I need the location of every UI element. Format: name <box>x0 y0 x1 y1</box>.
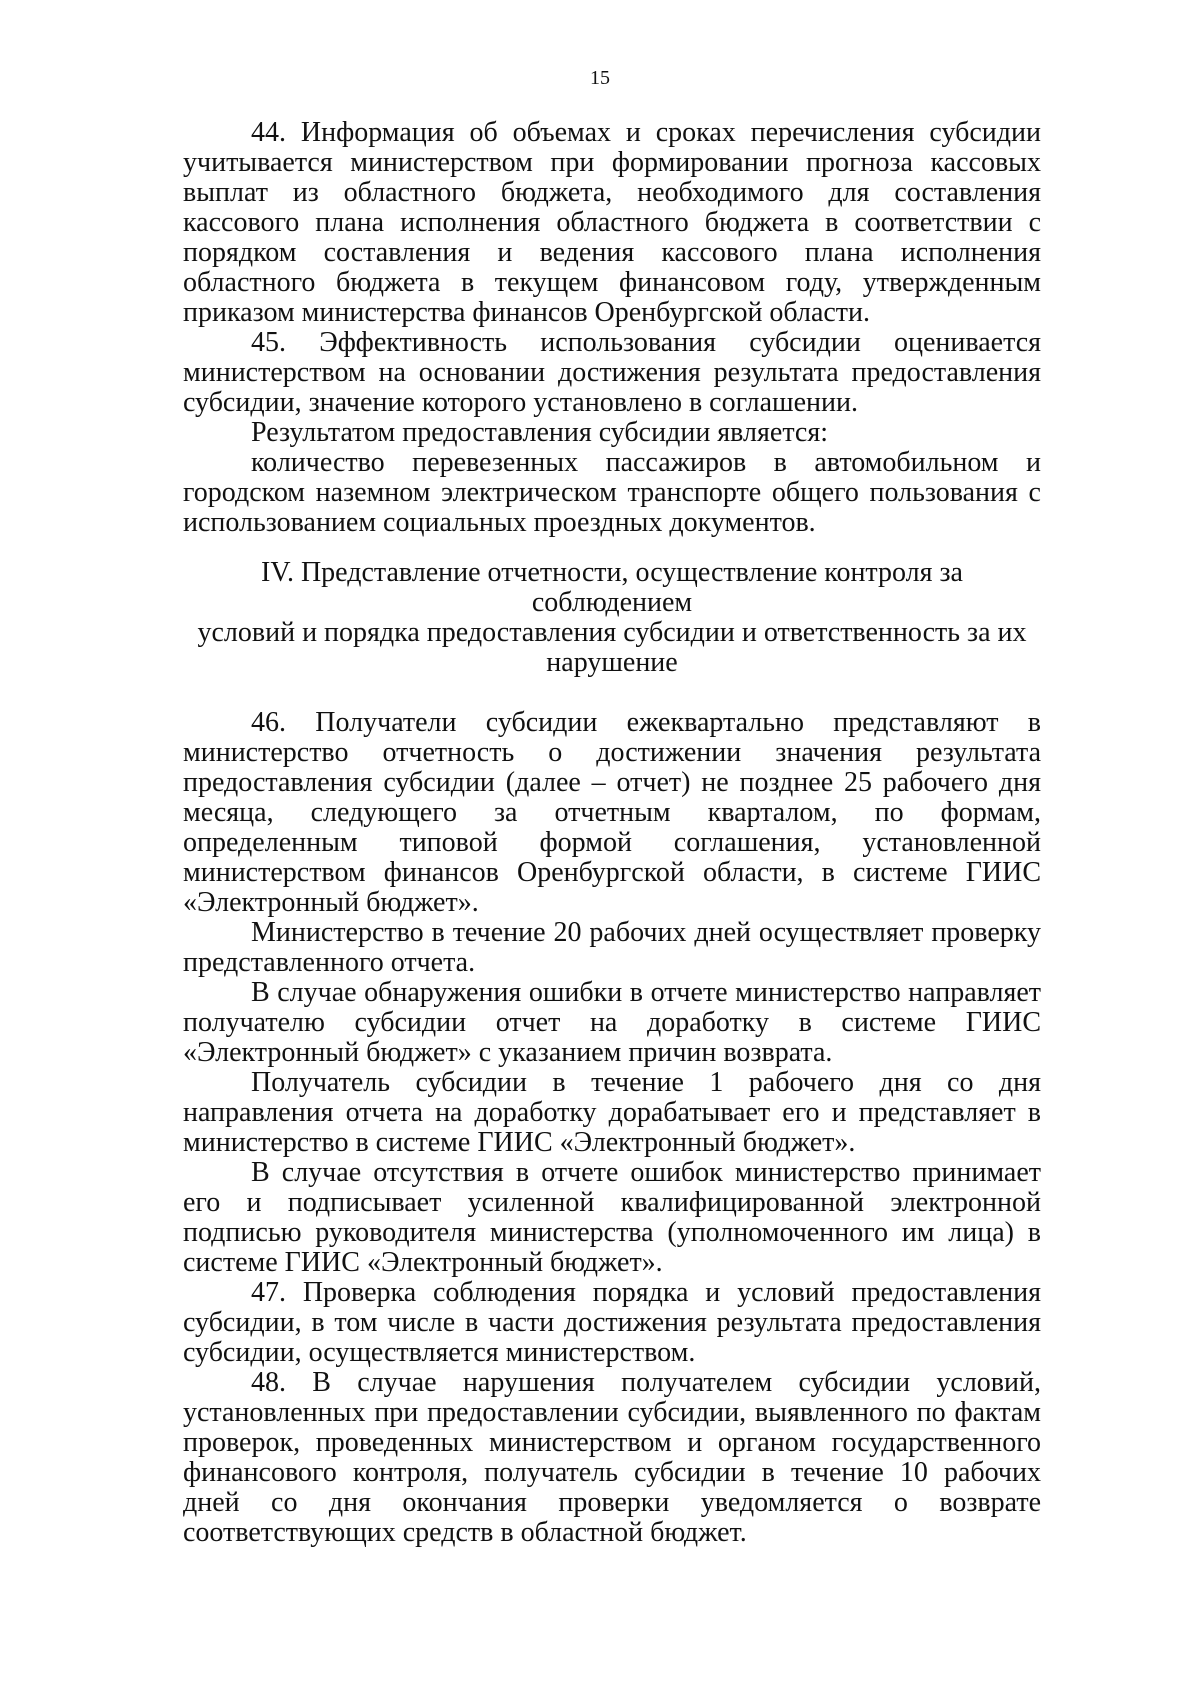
paragraph-no-errors: В случае отсутствия в отчете ошибок министерство принимает его и подписывает усиленной квалифицированной электронной подписью руководителя министерства (уполномоченного им лица) в системе ГИИС «Электронный бюджет». <box>183 1157 1041 1278</box>
paragraph-error-found: В случае обнаружения ошибки в отчете министерство направляет получателю субсидии отчет на доработку в системе ГИИС «Электронный бюджет» с указанием причин возврата. <box>183 977 1041 1068</box>
paragraph-result-intro: Результатом предоставления субсидии является: <box>251 417 828 448</box>
paragraph-48: 48. В случае нарушения получателем субсидии условий, установленных при предоставлении субсидии, выявленного по фактам проверок, проведенных министерством и органом государственного финансового контроля, получатель субсидии в течение 10 рабочих дней со дня окончания проверки уведомляется о возврате соответствующих средств в областной бюджет. <box>183 1367 1041 1548</box>
section-heading-iv <box>183 558 1041 678</box>
section-heading-line-2: условий и порядка предоставления субсидии и ответственность за их <box>197 617 1027 648</box>
section-heading-line-3: нарушение <box>546 647 678 678</box>
paragraph-recipient-revision: Получатель субсидии в течение 1 рабочего дня со дня направления отчета на доработку дорабатывает его и представляет в министерство в системе ГИИС «Электронный бюджет». <box>183 1067 1041 1158</box>
paragraph-46: 46. Получатели субсидии ежеквартально представляют в министерство отчетность о достижении значения результата предоставления субсидии (далее – отчет) не позднее 25 рабочего дня месяца, следующего за отчетным кварталом, по формам, определенным типовой формой соглашения, установленной министерством финансов Оренбургской области, в системе ГИИС «Электронный бюджет». <box>183 707 1041 918</box>
document-body <box>183 118 1041 1548</box>
section-heading-line-1: IV. Представление отчетности, осуществление контроля за соблюдением <box>261 557 963 618</box>
paragraph-ministry-check: Министерство в течение 20 рабочих дней осуществляет проверку представленного отчета. <box>183 917 1041 978</box>
heading-spacer <box>183 678 1041 708</box>
paragraph-44: 44. Информация об объемах и сроках перечисления субсидии учитывается министерством при формировании прогноза кассовых выплат из областного бюджета, необходимого для составления кассового плана исполнения областного бюджета в соответствии с порядком составления и ведения кассового плана исполнения областного бюджета в текущем финансовом году, утвержденным приказом министерства финансов Оренбургской области. <box>183 117 1041 328</box>
paragraph-result-indicator: количество перевезенных пассажиров в автомобильном и городском наземном электрическом транспорте общего пользования с использованием социальных проездных документов. <box>183 447 1041 538</box>
page-number: 15 <box>590 67 610 89</box>
paragraph-45: 45. Эффективность использования субсидии оценивается министерством на основании достижения результата предоставления субсидии, значение которого установлено в соглашении. <box>183 327 1041 418</box>
paragraph-47: 47. Проверка соблюдения порядка и условий предоставления субсидии, в том числе в части достижения результата предоставления субсидии, осуществляется министерством. <box>183 1277 1041 1368</box>
